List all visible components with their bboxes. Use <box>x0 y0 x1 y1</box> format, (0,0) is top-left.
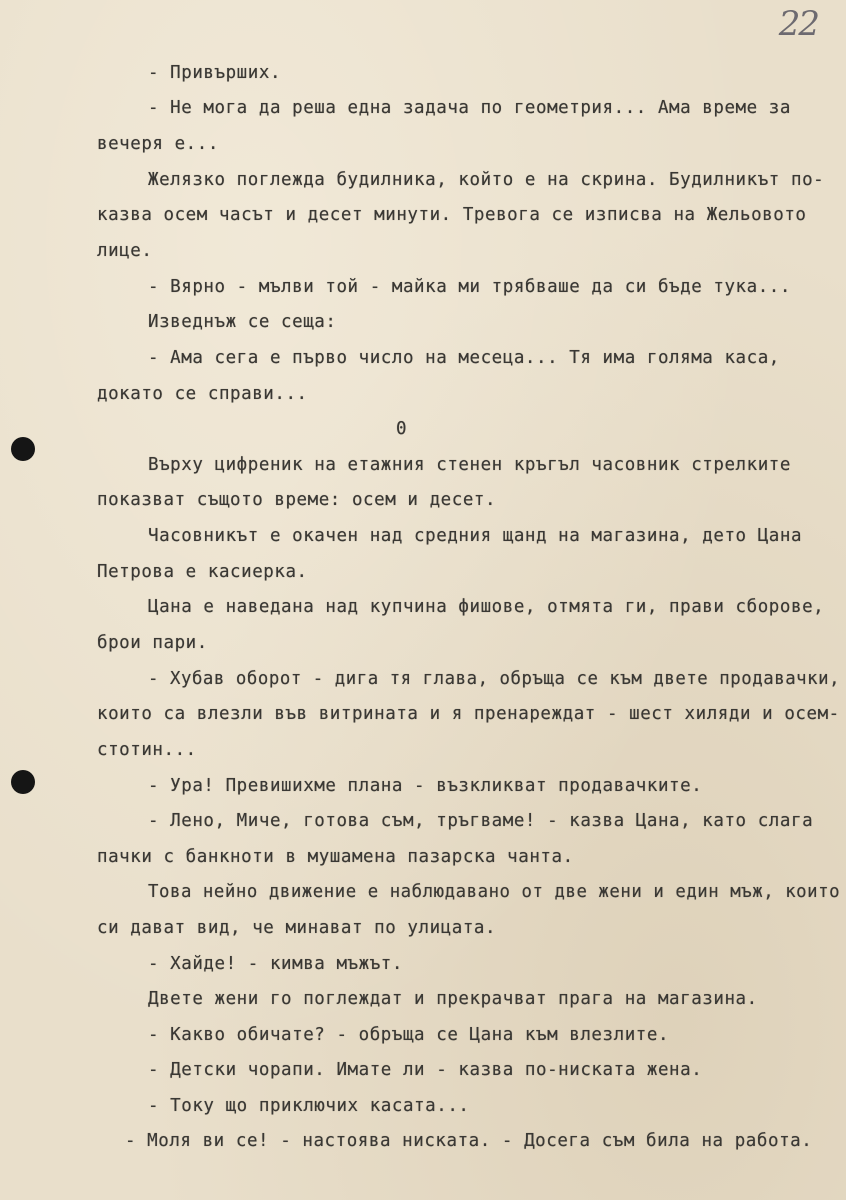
text-line: - Ама сега е първо число на месеца... Тя има голяма каса, <box>148 348 780 368</box>
text-line: показват същото време: осем и десет. <box>97 490 497 510</box>
text-line: които са влезли във витрината и я пренареждат - шест хиляди и осем- <box>97 704 840 724</box>
text-line: пачки с банкноти в мушамена пазарска чанта. <box>97 847 574 867</box>
text-line: - Хайде! - кимва мъжът. <box>148 954 403 974</box>
text-line: Желязко поглежда будилника, който е на скрина. Будилникът по- <box>148 170 825 190</box>
text-line: - Ура! Превишихме плана - възкликват продавачките. <box>148 776 703 796</box>
text-line: докато се справи... <box>97 384 308 404</box>
text-line: - Какво обичате? - обръща се Цана към влезлите. <box>148 1025 670 1045</box>
text-line: стотин... <box>97 740 197 760</box>
text-line: - Хубав оборот - дига тя глава, обръща се към двете продавачки, <box>148 669 841 689</box>
text-line: Изведнъж се сеща: <box>148 312 337 332</box>
page-number: 22 <box>778 4 818 44</box>
text-line: - Току що приключих касата... <box>148 1096 470 1116</box>
text-line: - Лено, Миче, готова съм, тръгваме! - казва Цана, като слага <box>148 811 814 831</box>
section-separator: 0 <box>396 419 408 439</box>
text-line: Часовникът е окачен над средния щанд на магазина, дето Цана <box>148 526 803 546</box>
text-line: Това нейно движение е наблюдавано от две жени и един мъж, които <box>148 882 841 902</box>
text-line: - Вярно - мълви той - майка ми трябваше да си бъде тука... <box>148 277 791 297</box>
text-line: Двете жени го поглеждат и прекрачват прага на магазина. <box>148 989 758 1009</box>
text-line: казва осем часът и десет минути. Тревога се изписва на Жельовото <box>97 205 807 225</box>
text-line: лице. <box>97 241 153 261</box>
text-line: си дават вид, че минават по улицата. <box>97 918 497 938</box>
punch-hole-top <box>11 437 35 461</box>
text-line: брои пари. <box>97 633 208 653</box>
text-line: - Не мога да реша една задача по геометрия... Ама време за <box>148 98 791 118</box>
text-line: - Моля ви се! - настоява ниската. - Досега съм била на работа. <box>125 1131 813 1151</box>
text-line: - Привърших. <box>148 63 282 83</box>
text-line: Върху цифреник на етажния стенен кръгъл часовник стрелките <box>148 455 791 475</box>
text-line: Петрова е касиерка. <box>97 562 308 582</box>
text-line: вечеря е... <box>97 134 219 154</box>
text-line: - Детски чорапи. Имате ли - казва по-ниската жена. <box>148 1060 703 1080</box>
text-line: Цана е наведана над купчина фишове, отмята ги, прави сборове, <box>148 597 825 617</box>
punch-hole-bottom <box>11 770 35 794</box>
